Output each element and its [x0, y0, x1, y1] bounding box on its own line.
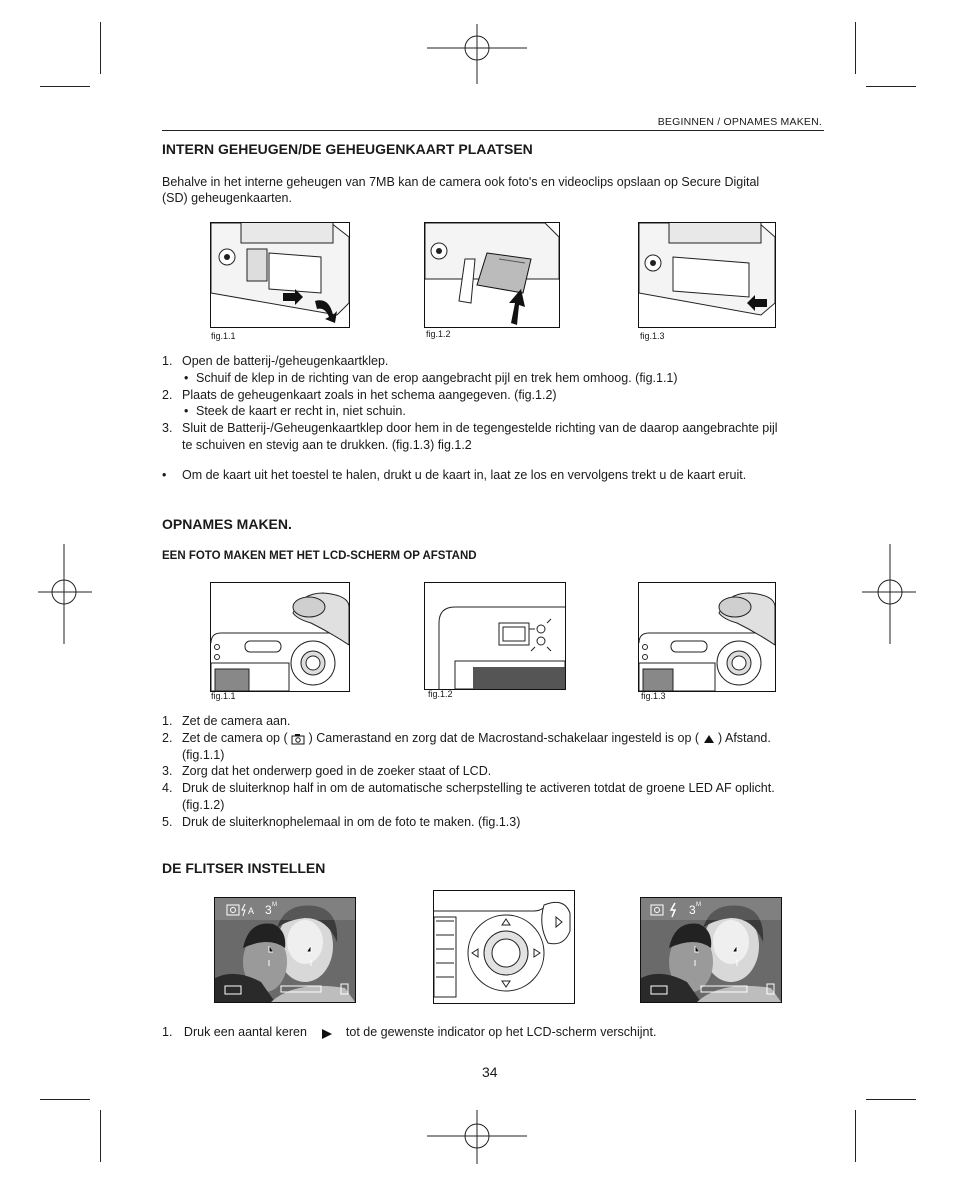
step-number: 1. [162, 1025, 173, 1039]
running-header: BEGINNEN / OPNAMES MAKEN. [657, 116, 822, 128]
figure-close-cover [638, 222, 776, 328]
figure-caption: fig.1.3 [641, 691, 666, 701]
list-item: 3. Sluit de Batterij-/Geheugenkaartklep door hem in de tegengestelde richting van de daarop aangebrachte pijl te schuiven en stevig aan te drukken. (fig.1.3) fig.1.2 [162, 421, 778, 452]
figure-lcd-flash-on [640, 897, 782, 1003]
registration-mark-bottom [427, 1110, 527, 1164]
lcd-image-size-unit: M [272, 902, 277, 908]
flash-step: 1. Druk een aantal keren tot de gewenste indicator op het LCD-scherm verschijnt. [162, 1025, 657, 1039]
figure-caption: fig.1.1 [211, 691, 236, 701]
list-item: 2. Plaats de geheugenkaart zoals in het schema aangegeven. (fig.1.2) • Steek de kaart er recht in, niet schuin. [162, 387, 832, 421]
figure-open-cover [210, 222, 350, 328]
list-item: 5. Druk de sluiterknophelemaal in om de foto te maken. (fig.1.3) [162, 814, 521, 829]
figure-lcd-flash-auto [214, 897, 356, 1003]
lcd-image-size-unit: M [696, 902, 701, 908]
list-item: • Schuif de klep in de richting van de erop aangebracht pijl en trek hem omhoog. (fig.1.1) [182, 370, 832, 387]
list-item: • Steek de kaart er recht in, niet schuin. [182, 403, 832, 420]
figure-caption: fig.1.3 [640, 331, 665, 341]
right-arrow-icon [314, 1027, 338, 1039]
figure-caption: fig.1.2 [428, 689, 453, 699]
lcd-image-size: 3 [689, 903, 696, 917]
figure-camera-led [424, 582, 566, 690]
figure-camera-press-full [638, 582, 776, 692]
list-item: 3. Zorg dat het onderwerp goed in de zoeker staat of LCD. [162, 764, 492, 779]
header-rule [162, 130, 824, 131]
insert-card-steps [162, 353, 832, 454]
lcd-flash-mode: A [248, 906, 255, 916]
registration-mark-right [862, 544, 916, 644]
page-number: 34 [482, 1064, 498, 1080]
lcd-image-size: 3 [265, 903, 272, 917]
camera-mode-icon [291, 733, 305, 745]
figure-insert-card [424, 222, 560, 328]
mountain-landscape-icon [703, 733, 715, 744]
section-title-taking-pictures: OPNAMES MAKEN. [162, 516, 292, 532]
figure-dpad-right [433, 890, 575, 1004]
list-item: 2. Zet de camera op ( ) Camerastand en zorg dat de Macrostand-schakelaar ingesteld is op ( ) Afstand. (fig.1.1) [162, 730, 771, 762]
registration-mark-top [427, 24, 527, 84]
list-item: 4. Druk de sluiterknop half in om de automatische scherpstelling te activeren totdat de groene LED AF oplicht. (fig.1.2) [162, 781, 775, 812]
intro-line-2: (SD) geheugenkaarten. [162, 191, 292, 205]
list-item: 1. Open de batterij-/geheugenkaartklep. • Schuif de klep in de richting van de erop aangebracht pijl en trek hem omhoog. (fig.1.1) [162, 353, 832, 387]
figure-caption: fig.1.2 [426, 329, 451, 339]
section-title-memory-card: INTERN GEHEUGEN/DE GEHEUGENKAART PLAATSEN [162, 141, 533, 157]
take-picture-steps [162, 713, 832, 831]
remove-card-note: • Om de kaart uit het toestel te halen, drukt u de kaart in, laat ze los en vervolgens trekt u de kaart eruit. [162, 468, 747, 482]
list-item: 1. Zet de camera aan. [162, 714, 291, 728]
section-title-flash: DE FLITSER INSTELLEN [162, 860, 326, 876]
figure-caption: fig.1.1 [211, 331, 236, 341]
registration-mark-left [38, 544, 92, 644]
figure-camera-top-finger [210, 582, 350, 692]
subsection-title-lcd: EEN FOTO MAKEN MET HET LCD-SCHERM OP AFSTAND [162, 550, 477, 562]
intro-line-1: Behalve in het interne geheugen van 7MB kan de camera ook foto's en videoclips opslaan op Secure Digital [162, 175, 760, 189]
